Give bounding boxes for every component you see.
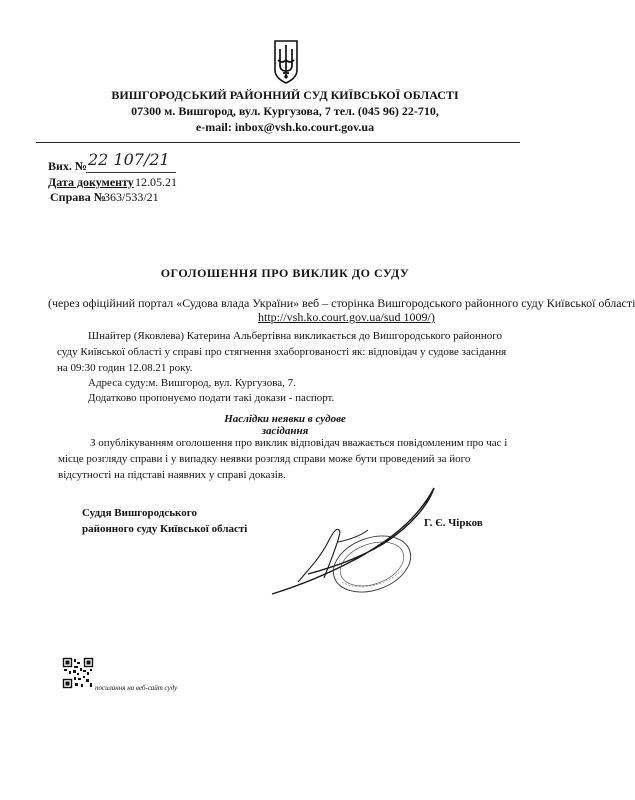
portal-link[interactable]: http://vsh.ko.court.gov.ua/sud 1009/) [258,310,435,324]
qr-code [63,658,93,688]
outgoing-number-underline [86,172,176,173]
summons-line-3: на 09:30 годин 12.08.21 року. [57,362,193,374]
outgoing-number-handwritten: 22 107/21 [88,150,170,169]
judge-signature-and-stamp [268,482,438,612]
document-date-value: 12.05.21 [135,175,177,189]
consequences-heading: Наслідки неявки в судове засідання [224,413,346,437]
evidence-line: Додатково пропонуємо подати такі докази - паспорт. [88,392,335,404]
portal-note: (через офіційний портал «Судова влада України» веб – сторінка Вишгородського районного суду Київської області [48,296,635,310]
summons-line-1: Шнайтер (Яковлева) Катерина Альбертівна викликається до Вишгородського районного [88,330,502,342]
header-divider [36,142,520,143]
judge-role-line-2: районного суду Київської області [82,523,248,535]
court-address: 07300 м. Вишгород, вул. Кургузова, 7 тел. (045 96) 22-710, [131,104,439,118]
consequences-line-3: відсутності на підставі наявних у справі доказів. [58,469,286,481]
summons-line-2: суду Київської області у справі про стягнення зхаборгованості як: відповідач у судове засідання [57,346,507,358]
case-number-value: 363/533/21 [104,190,159,204]
consequences-line-1: З опублікуванням оголошення про виклик відповідач вважається повідомленим про час і [90,437,508,449]
outgoing-number-label: Вих. № [48,159,87,173]
document-date-label: Дата документу [48,175,134,189]
judge-name: Г. Є. Чірков [424,517,483,529]
court-name-heading: ВИШГОРОДСЬКИЙ РАЙОННИЙ СУД КИЇВСЬКОЇ ОБЛАСТІ [111,88,459,102]
case-number-label: Справа № [50,190,106,204]
court-address-line: Адреса суду:м. Вишгород, вул. Кургузова, 7. [88,377,296,389]
judge-role-line-1: Суддя Вишгородського [82,507,197,519]
consequences-line-2: місце розгляду справи і у випадку неявки розгляд справи може бути проведений за його [58,453,471,465]
court-email: e-mail: inbox@vsh.ko.court.gov.ua [195,120,375,134]
qr-caption: посилання на веб-сайт суду [95,684,178,692]
coat-of-arms-emblem [273,40,299,84]
document-title: ОГОЛОШЕННЯ ПРО ВИКЛИК ДО СУДУ [160,266,410,280]
